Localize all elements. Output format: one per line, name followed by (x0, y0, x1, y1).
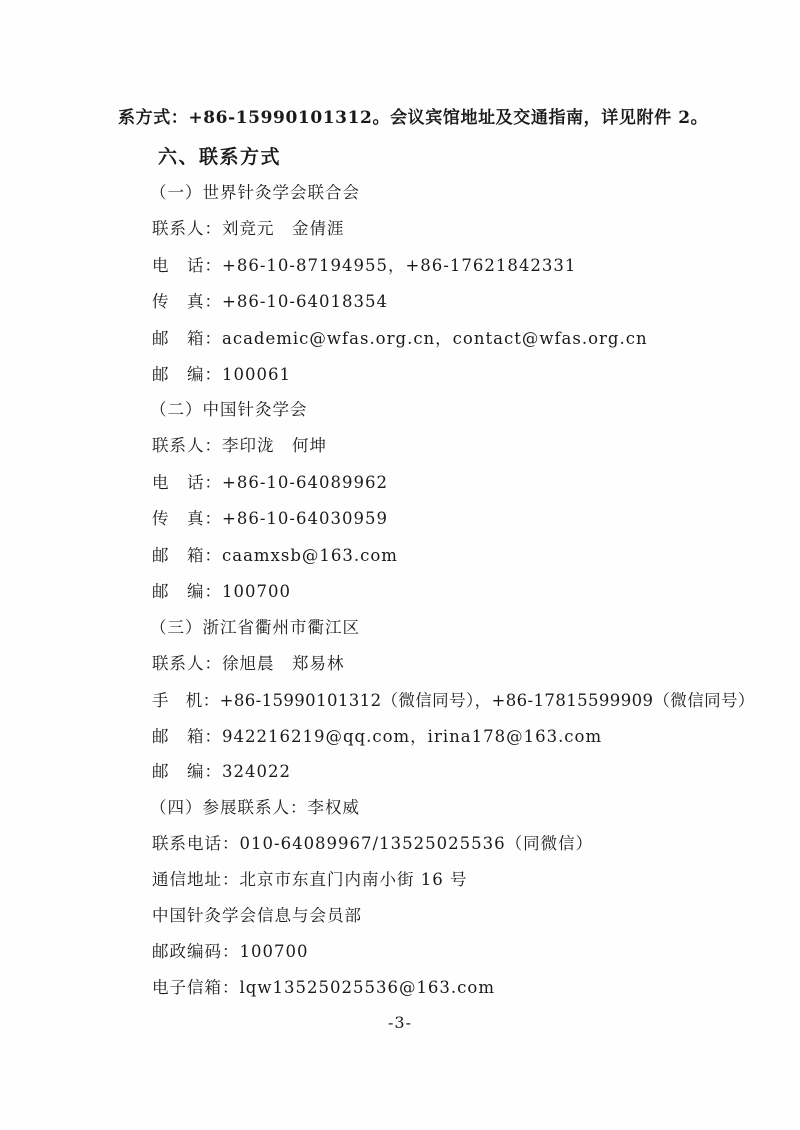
email-address-line: 电子信箱：lqw13525025536@163.com (152, 978, 495, 997)
department-line: 中国针灸学会信息与会员部 (152, 906, 362, 925)
contact-person-line: 联系人：刘竞元 金倩涯 (152, 219, 345, 238)
subsection-exhibition: （四）参展联系人：李权威 (150, 798, 360, 817)
email-line: 邮 箱：caamxsb@163.com (152, 546, 398, 565)
subsection-wfas: （一）世界针灸学会联合会 (150, 183, 360, 202)
postcode-line: 邮 编：100061 (152, 365, 291, 384)
contact-phone-line: 联系电话：010-64089967/13525025536（同微信） (152, 834, 594, 853)
section-heading: 六、联系方式 (158, 146, 282, 168)
contact-person-line: 联系人：徐旭晨 郑易林 (152, 654, 345, 673)
page-number: -3- (388, 1013, 412, 1032)
postcode-line: 邮 编：100700 (152, 582, 291, 601)
fax-line: 传 真：+86-10-64030959 (152, 509, 388, 528)
intro-line: 系方式：+86-15990101312。会议宾馆地址及交通指南，详见附件 2。 (118, 108, 709, 128)
mobile-line: 手 机：+86-15990101312（微信同号），+86-17815599909（微信同号） (152, 691, 755, 710)
subsection-caam: （二）中国针灸学会 (150, 400, 308, 419)
postcode-line: 邮 编：324022 (152, 762, 291, 781)
phone-line: 电 话：+86-10-64089962 (152, 473, 388, 492)
subsection-quzhou: （三）浙江省衢州市衢江区 (150, 618, 360, 637)
email-line: 邮 箱：academic@wfas.org.cn，contact@wfas.org.cn (152, 329, 648, 348)
contact-person-line: 联系人：李印泷 何坤 (152, 436, 327, 455)
postal-code-line: 邮政编码：100700 (152, 942, 309, 961)
email-line: 邮 箱：942216219@qq.com，irina178@163.com (152, 727, 603, 746)
mailing-address-line: 通信地址：北京市东直门内南小街 16 号 (152, 870, 468, 889)
phone-line: 电 话：+86-10-87194955，+86-17621842331 (152, 256, 577, 275)
fax-line: 传 真：+86-10-64018354 (152, 292, 388, 311)
